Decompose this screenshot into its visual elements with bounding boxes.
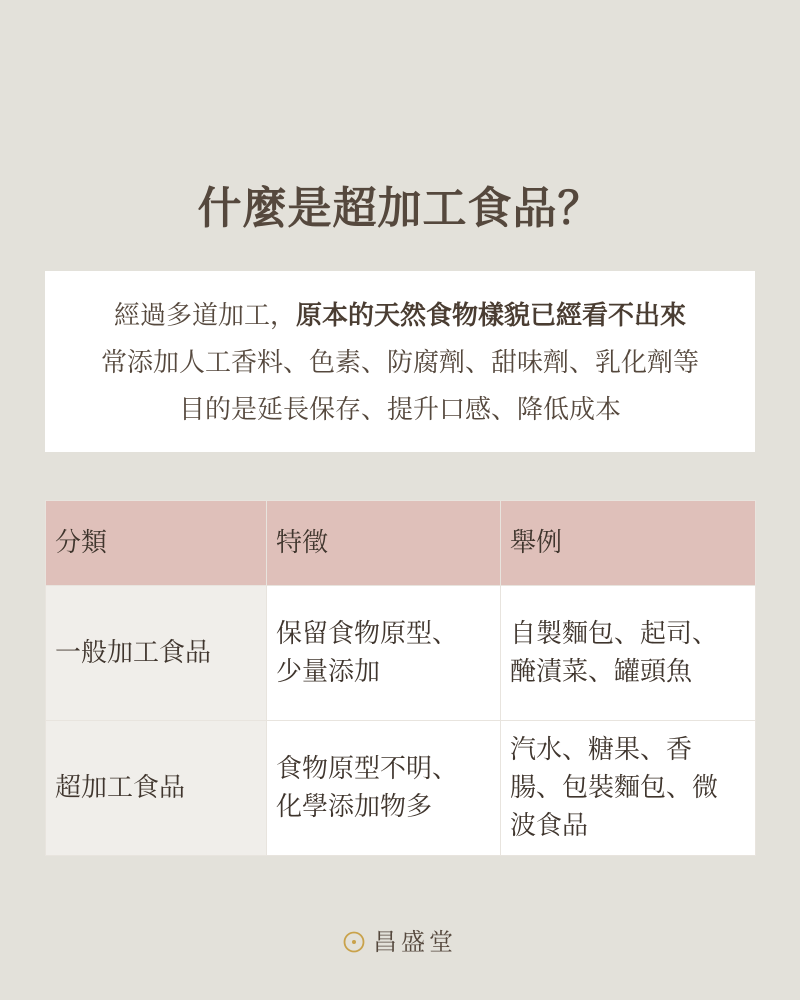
- intro-line-1: [45, 293, 755, 340]
- intro-line-2: 常添加人工香料、色素、防腐劑、甜味劑、乳化劑等: [100, 348, 699, 378]
- example-line: 醃漬菜、罐頭魚: [510, 657, 693, 687]
- feature-line: 少量添加: [276, 657, 381, 687]
- feature-line: 化學添加物多: [276, 792, 433, 822]
- intro-line-1-emphasis: 原本的天然食物樣貌已經看不出來: [296, 301, 687, 331]
- example-cell: [501, 721, 756, 856]
- comparison-table: [45, 500, 756, 856]
- feature-line: 食物原型不明、: [276, 754, 459, 784]
- category-cell: 一般加工食品: [46, 586, 267, 721]
- example-line: 汽水、糖果、香: [510, 735, 693, 765]
- example-cell: [501, 586, 756, 721]
- header-category: 分類: [46, 501, 267, 586]
- example-line: 腸、包裝麵包、微: [510, 773, 719, 803]
- example-line: 自製麵包、起司、: [510, 619, 719, 649]
- intro-card: [45, 271, 755, 452]
- feature-cell: [267, 586, 501, 721]
- feature-line: 保留食物原型、: [276, 619, 459, 649]
- feature-cell: [267, 721, 501, 856]
- table-row: [46, 586, 756, 721]
- brand-name: 昌盛堂: [373, 928, 457, 956]
- category-cell: 超加工食品: [46, 721, 267, 856]
- table-row: [46, 721, 756, 856]
- circle-dot-logo-icon: [343, 931, 365, 953]
- page-title: 什麼是超加工食品？: [197, 183, 603, 234]
- brand-footer: [0, 922, 800, 957]
- table-header-row: [46, 501, 756, 586]
- header-feature: 特徵: [267, 501, 501, 586]
- example-line: 波食品: [510, 811, 589, 841]
- intro-line-1-normal: 經過多道加工，: [113, 301, 296, 331]
- header-example: 舉例: [501, 501, 756, 586]
- intro-line-3: 目的是延長保存、提升口感、降低成本: [178, 395, 621, 425]
